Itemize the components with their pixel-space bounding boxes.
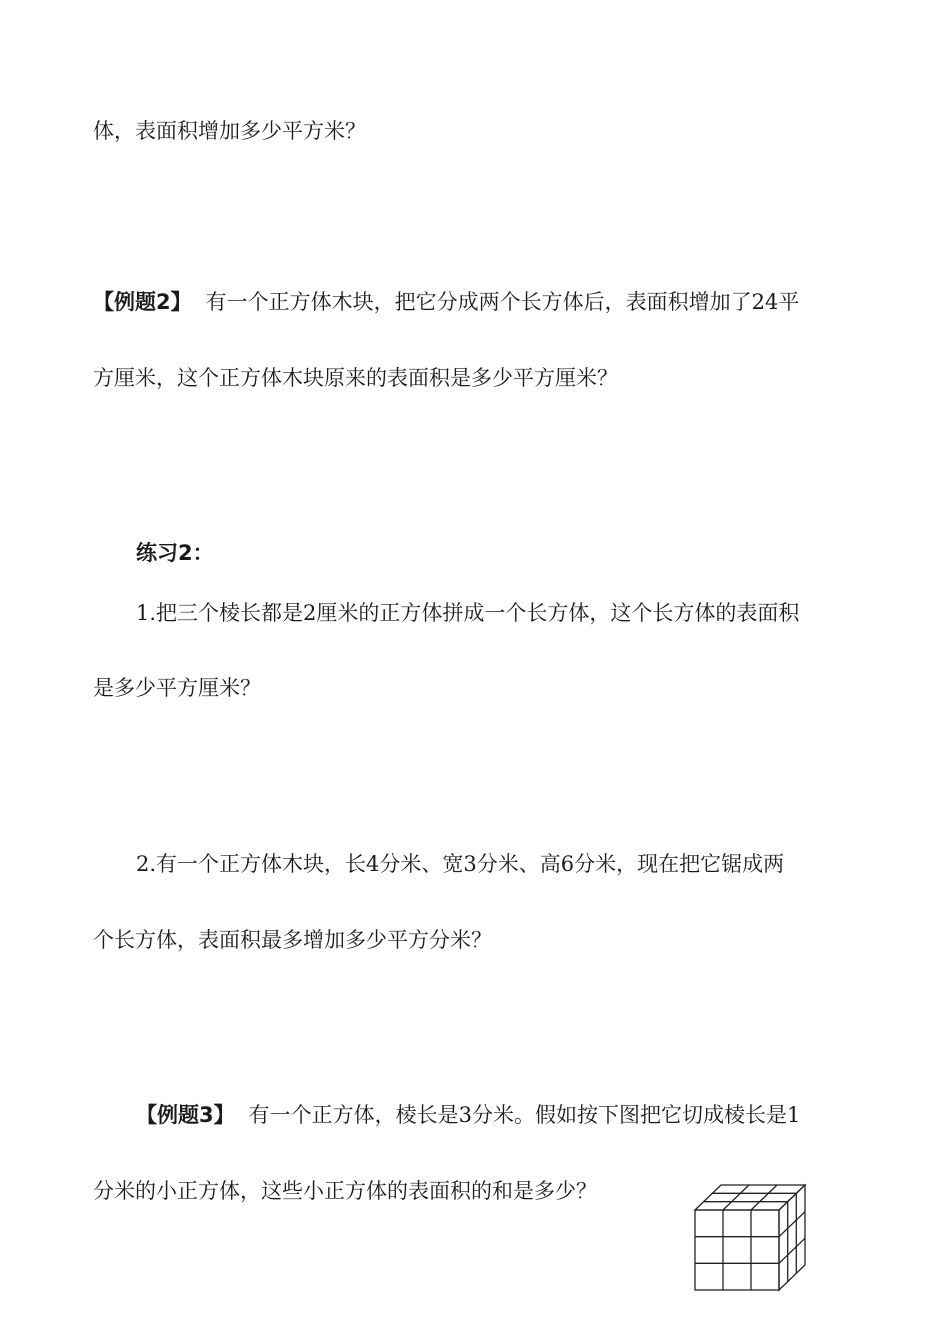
practice-2-item-1-line-2: 是多少平方厘米？: [93, 676, 261, 700]
practice-2-item-2-line-1: 2.有一个正方体木块，长4分米、宽3分米、高6分米，现在把它锯成两: [136, 852, 785, 876]
example-2-line-2: 方厘米，这个正方体木块原来的表面积是多少平方厘米？: [93, 366, 618, 390]
q1-tail: 体，表面积增加多少平方米？: [93, 119, 366, 143]
practice-2-heading: 练习2：: [136, 541, 214, 565]
example-2-line-1: [93, 287, 799, 317]
example-3-text-1: 有一个正方体，棱长是3分米。假如按下图把它切成棱长是1: [248, 1103, 801, 1127]
example-3-line-1: [136, 1100, 800, 1130]
practice-2-item-2-line-2: 个长方体，表面积最多增加多少平方分米？: [93, 928, 492, 952]
example-2-text-1: 有一个正方体木块，把它分成两个长方体后，表面积增加了24平: [205, 290, 800, 314]
example-2-label: 【例题2】: [93, 290, 192, 314]
cube-grid-icon: [690, 1180, 815, 1295]
practice-2-item-1-line-1: 1.把三个棱长都是2厘米的正方体拼成一个长方体，这个长方体的表面积: [136, 601, 800, 625]
example-3-label: 【例题3】: [136, 1103, 235, 1127]
example-3-line-2: 分米的小正方体，这些小正方体的表面积的和是多少？: [93, 1179, 597, 1203]
